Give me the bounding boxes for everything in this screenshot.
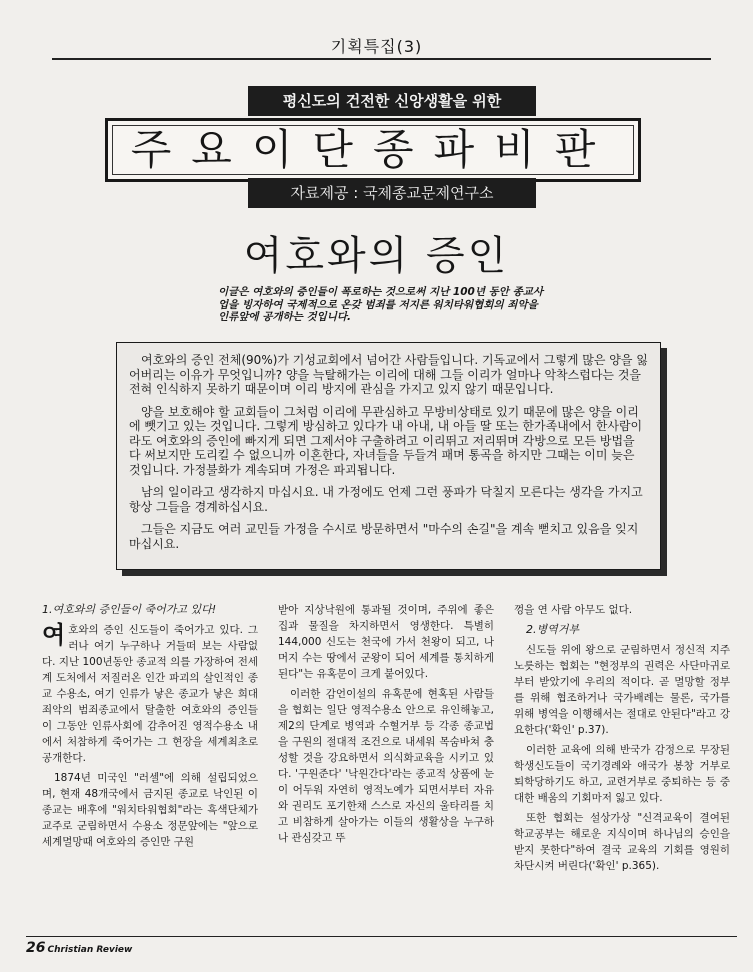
header-rule: [52, 58, 711, 60]
column-2-paragraph-2: 이러한 감언이설의 유혹문에 현혹된 사람들을 협회는 일단 영적수용소 안으로 유인해놓고, 제2의 단계로 병역과 수혈거부 등 각종 종교법을 구원의 절대적 조건으로 내세워 목숨바쳐 충성할 것을 강요하면서 의식화교육을 시키고 있다. '구원준다' '낙원간다'라는 종교적 상품에 눈이 어두워 자연히 영적노예가 되면서부터 자유와 권리도 포기한채 스스로 자신의 울타리를 치고 비참하게 살아가는 이들의 생활상을 누구하나 관심갖고 뚜: [278, 688, 494, 844]
column-1: [42, 602, 258, 907]
callout-paragraph-2: 양을 보호해야 할 교회들이 그처럼 이리에 무관심하고 무방비상태로 있기 때문에 많은 양을 이리에 뺏기고 있는 것입니다. 그렇게 방심하고 있다가 내 아내, 내 아들 딸 또는 한가족내에서 한사람이라도 여호와의 증인에 빠지게 되면 그제서야 구출하려고 이리뛰고 저리뛰며 각방으로 모든 방법을 다 써보지만 도리킬 수 없으니까 이혼한다, 자녀들을 두들겨 패며 통곡을 하지만 그때는 이미 늦은 것입니다. 가정불화가 계속되며 가정은 파괴됩니다.: [129, 404, 643, 477]
column-1-paragraph-1: [42, 622, 258, 766]
column-3-paragraph-4: 또한 협회는 설상가상 "신격교육이 결여된 학교공부는 해로운 지식이며 하나님의 승인을 받지 못한다"하여 결국 교육의 기회를 영원히 차단시켜 버린다('확인' p.365).: [514, 812, 730, 872]
subhead-2: 2.병역거부: [526, 623, 579, 636]
banner-source: 자료제공 : 국제종교문제연구소: [248, 178, 536, 208]
article-headline: 여호와의 증인: [243, 233, 510, 279]
callout-paragraph-4: 그들은 지금도 여러 교민들 가정을 수시로 방문하면서 "마수의 손길"을 계속 뻗치고 있음을 잊지 마십시요.: [129, 522, 639, 551]
article-lede: 이글은 여호와의 증인들이 폭로하는 것으로써 지난 100년 동안 종교사업을 빙자하여 국제적으로 온갖 범죄를 저지른 워치타워협회의 죄악을 인류앞에 공개하는 것입니다.: [218, 286, 544, 323]
series-title: 기획특집(3): [330, 37, 423, 56]
magazine-name: Christian Review: [47, 945, 133, 955]
banner-kicker: 평신도의 건전한 신앙생활을 위한: [248, 86, 536, 116]
column-3-paragraph-1: 껑을 연 사람 아무도 없다.: [514, 604, 633, 616]
column-3-paragraph-2: 신도들 위에 왕으로 군림하면서 정신적 지주노릇하는 협회는 "현정부의 권력은 사단마귀로부터 받았기에 우리의 적이다. 곧 멸망할 정부를 위해 협조하거나 국가배례는 물론, 국가를 위해 병역을 이행해서는 절대로 안된다"라고 강요한다('확인' p.37).: [514, 644, 730, 736]
drop-cap: 여: [42, 620, 66, 649]
banner-title: 주요이단종파비판: [105, 118, 641, 182]
column-1-paragraph-2: 1874년 미국인 "러셀"에 의해 설립되었으며, 현재 48개국에서 금지된 종교로 낙인된 이 종교는 배후에 "워치타워협회"라는 흑색단체가 교주로 군림하면서 수용소 정문앞에는 "앞으로 세계멸망때 여호와의 증인만 구원: [42, 772, 258, 848]
column-3: [514, 602, 730, 907]
body-columns: [42, 602, 730, 907]
callout-paragraph-3: 남의 일이라고 생각하지 마십시요. 내 가정에도 언제 그런 풍파가 닥칠지 모른다는 생각을 가지고 항상 그들을 경계하십시요.: [129, 485, 643, 514]
callout-box: [116, 342, 661, 570]
callout-paragraph-1: 여호와의 증인 전체(90%)가 기성교회에서 넘어간 사람들입니다. 기독교에서 그렇게 많은 양을 잃어버리는 이유가 무엇입니까? 양을 늑탈해가는 이리에 대해 그들 이리가 얼마나 악착스럽다는 것을 전혀 인식하지 못하기 때문이며 이리 방지에 관심을 가지고 있지 않기 때문입니다.: [129, 353, 648, 396]
column-1-text-1: 호와의 증인 신도들이 죽어가고 있다. 그러나 여기 누구하나 거들떠 보는 사람없다. 지난 100년동안 종교적 의를 가장하여 전세계 도처에서 저질러온 인간 파괴의 살인적인 종교 수용소, 여기 인류가 낳은 종교가 낳은 희대죄악의 범죄종교에서 탈출한 여호와의 증인들이 그동안 인류사회에 감추어진 영적수용소 내에서 처참하게 죽어가는 그 현장을 세계최초로 공개한다.: [42, 624, 258, 764]
column-2-paragraph-1: 받아 지상낙원에 통과될 것이며, 주위에 좋은 집과 물질을 차지하면서 영생한다. 특별히 144,000 신도는 천국에 가서 천왕이 되고, 나머지 수는 땅에서 군왕이 되어 세계를 통치하게 된다"는 유혹문이 크게 붙어있다.: [278, 604, 494, 680]
column-2: [278, 602, 494, 907]
page-number: 26: [26, 940, 46, 956]
page-footer: [26, 940, 132, 956]
subhead-1: 1.여호와의 증인들이 죽어가고 있다!: [42, 603, 217, 616]
footer-rule: [26, 936, 737, 937]
column-3-paragraph-3: 이러한 교육에 의해 반국가 감정으로 무장된 학생신도들이 국기경례와 애국가 봉창 거부로 퇴학당하기도 하고, 교련거부로 중퇴하는 등 중대한 배움의 기회마저 잃고 있다.: [514, 744, 730, 804]
